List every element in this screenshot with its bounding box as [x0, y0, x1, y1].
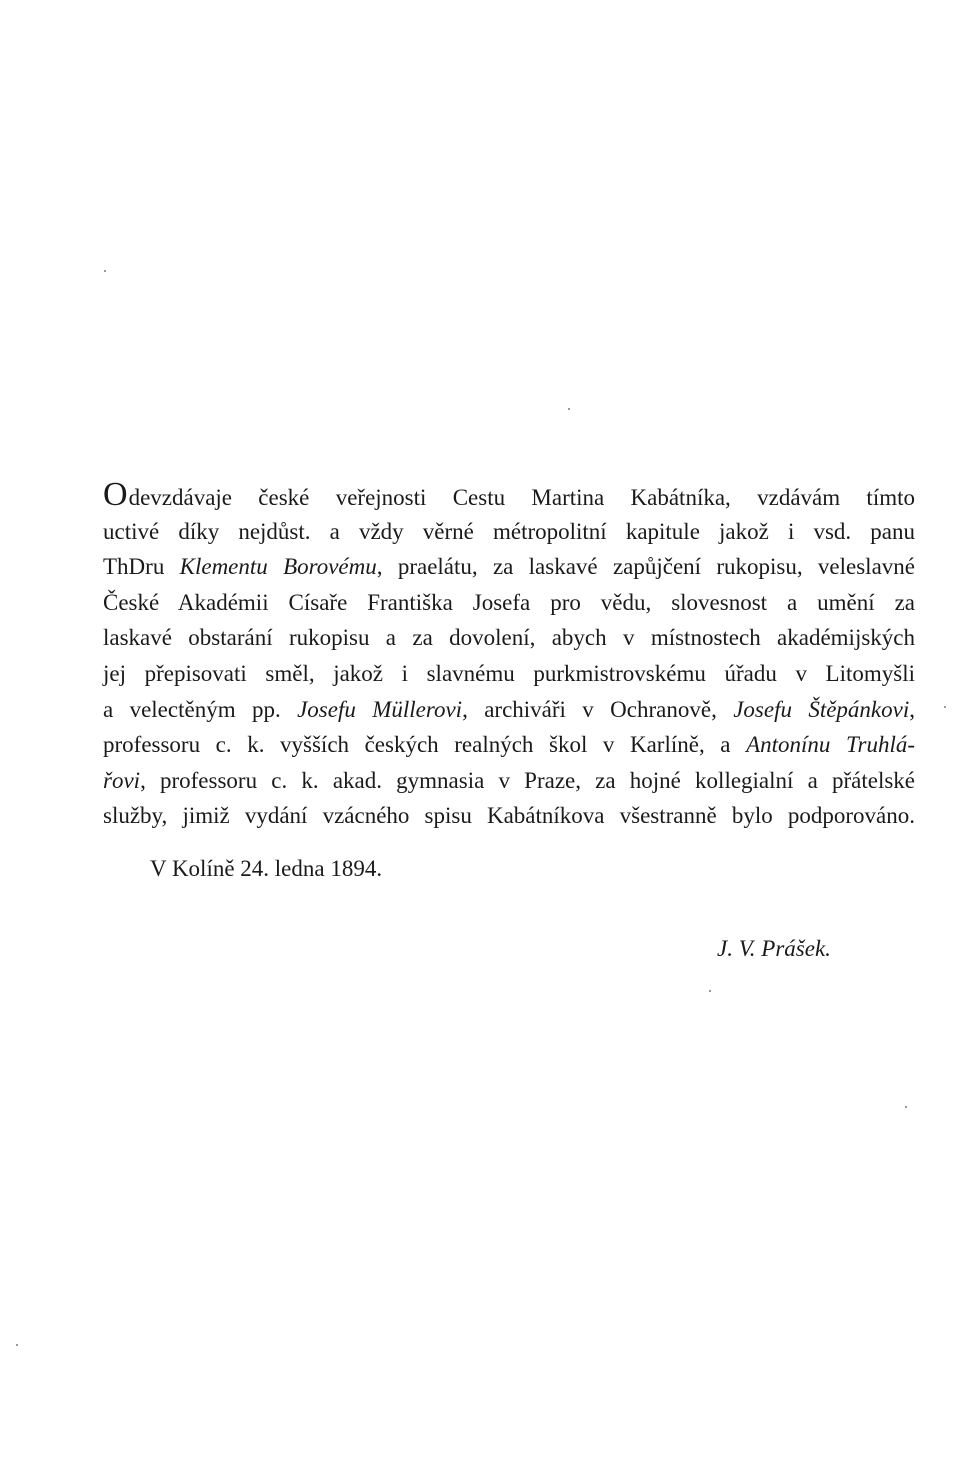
paragraph-line — [103, 692, 915, 728]
page-speck — [709, 990, 711, 992]
author-signature: J. V. Prášek. — [717, 936, 831, 961]
paragraph-line — [103, 514, 915, 550]
text-segment: České Akadémii Císaře Františka Josefa pro vědu, slovesnost a umění za — [103, 589, 915, 615]
italic-name-segment: Josefu Müllerovi — [297, 696, 463, 722]
text-segment: , professoru c. k. akad. gymnasia v Praze, za hojné kollegialní a přátelské — [140, 767, 915, 793]
page-speck — [944, 706, 946, 708]
paragraph-line — [103, 478, 915, 514]
text-segment: jej přepisovati směl, jakož i slavnému purkmistrovskému úřadu v Litomyšli — [103, 660, 915, 686]
text-segment: professoru c. k. vyšších českých realných škol v Karlíně, a — [103, 732, 747, 758]
page-speck — [104, 270, 106, 272]
text-segment: , — [909, 696, 915, 722]
text-segment: služby, jimiž vydání vzácného spisu Kabátníkova všestranně bylo podporováno. — [103, 803, 915, 829]
text-segment: , archiváři v Ochranově, — [462, 696, 734, 722]
page-speck — [568, 408, 570, 410]
paragraph-line — [103, 763, 915, 799]
paragraph-line — [103, 620, 915, 656]
paragraph-line — [103, 656, 915, 692]
text-segment: ThDru — [103, 554, 180, 580]
italic-name-segment: Klementu Borovému — [179, 554, 377, 580]
italic-name-segment: Josefu Štěpánkovi — [733, 696, 910, 722]
page-speck — [16, 1344, 18, 1346]
italic-name-segment: řovi — [103, 767, 141, 793]
page-speck — [905, 1106, 907, 1108]
place-date-line: V Kolíně 24. ledna 1894. — [150, 856, 383, 881]
acknowledgement-paragraph — [103, 478, 915, 834]
italic-name-segment: Antonínu Truhlá- — [746, 732, 916, 758]
paragraph-line — [103, 727, 915, 763]
text-segment: , praelátu, za laskavé zapůjčení rukopisu, veleslavné — [376, 554, 915, 580]
paragraph-line — [103, 798, 915, 834]
text-segment: laskavé obstarání rukopisu a za dovolení, abych v místnostech akadémijských — [103, 625, 915, 651]
text-segment: a velectěným pp. — [103, 696, 298, 722]
paragraph-line — [103, 585, 915, 621]
paragraph-line — [103, 549, 915, 585]
drop-cap: O — [103, 476, 128, 513]
text-segment: uctivé díky nejdůst. a vždy věrné métropolitní kapitule jakož i vsd. panu — [103, 518, 915, 544]
text-segment: devzdávaje české veřejnosti Cestu Martina Kabátníka, vzdávám tímto — [128, 485, 915, 510]
